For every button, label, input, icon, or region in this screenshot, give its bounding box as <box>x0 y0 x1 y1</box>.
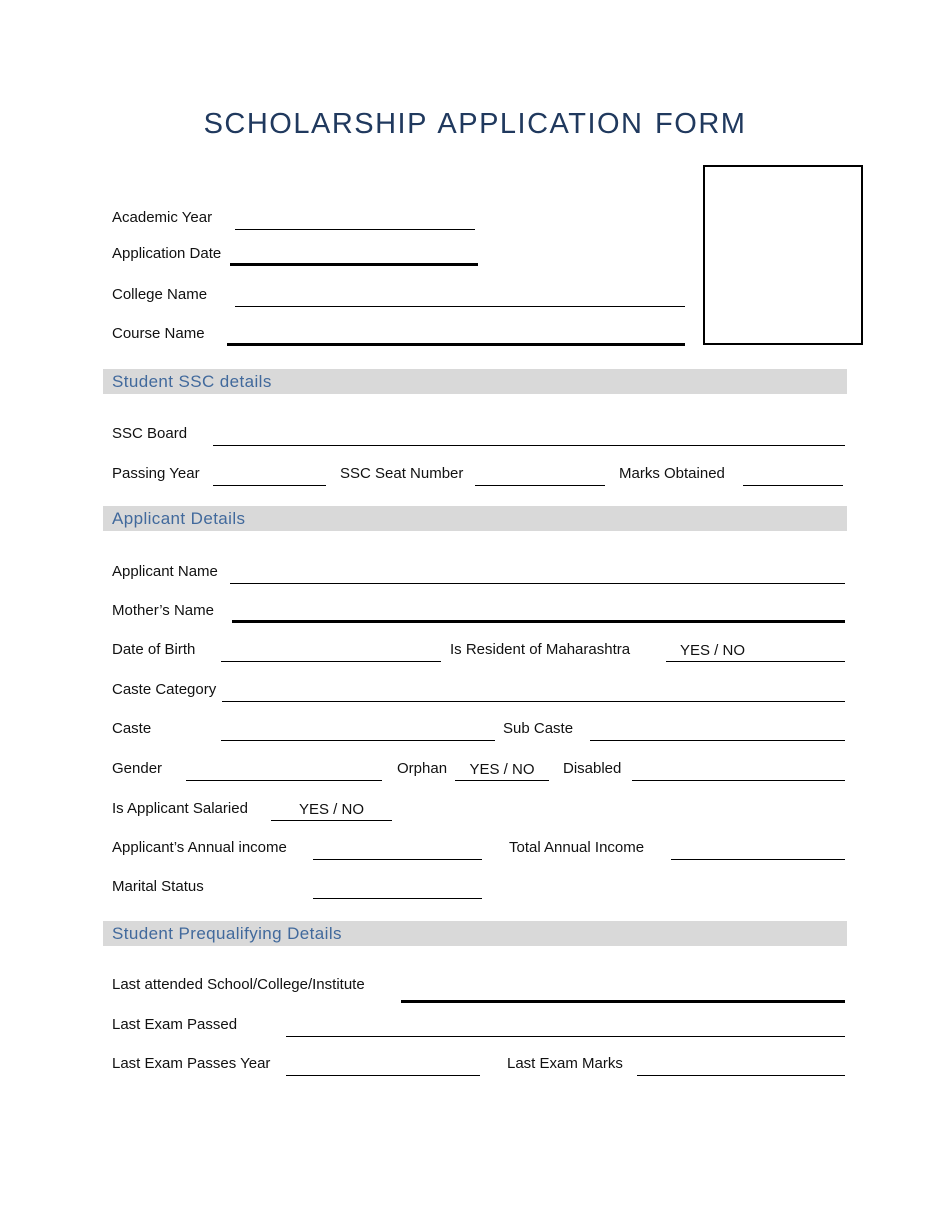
caste-row <box>103 715 847 741</box>
salaried-yes-no-option[interactable]: YES / NO <box>298 801 365 818</box>
disabled-label: Disabled <box>563 760 622 777</box>
is-applicant-salaried-label: Is Applicant Salaried <box>112 800 248 817</box>
date-of-birth-input-line[interactable] <box>221 640 441 662</box>
application-date-input-line[interactable] <box>230 244 478 266</box>
applicants-annual-income-label: Applicant’s Annual income <box>112 839 287 856</box>
last-exam-passed-input-line[interactable] <box>286 1015 845 1037</box>
academic-year-label: Academic Year <box>112 209 213 226</box>
date-of-birth-label: Date of Birth <box>112 641 196 658</box>
ssc-board-input-line[interactable] <box>213 424 845 446</box>
total-annual-income-input-line[interactable] <box>671 838 845 860</box>
applicants-annual-income-input-line[interactable] <box>313 838 482 860</box>
resident-yes-no-input-line[interactable] <box>666 640 845 662</box>
applicant-name-label: Applicant Name <box>112 563 218 580</box>
course-name-label: Course Name <box>112 325 205 342</box>
sub-caste-input-line[interactable] <box>590 719 845 741</box>
is-applicant-salaried-row <box>103 795 847 821</box>
gender-row <box>103 755 847 781</box>
college-name-input-line[interactable] <box>235 285 685 307</box>
caste-input-line[interactable] <box>221 719 495 741</box>
salaried-yes-no-input-line[interactable] <box>271 799 392 821</box>
last-attended-input-line[interactable] <box>401 981 845 1003</box>
application-date-row <box>103 240 847 266</box>
caste-category-row <box>103 676 847 702</box>
total-annual-income-label: Total Annual Income <box>509 839 645 856</box>
marital-status-label: Marital Status <box>112 878 204 895</box>
section-bar-prequalifying <box>103 921 847 946</box>
resident-of-maharashtra-label: Is Resident of Maharashtra <box>450 641 631 658</box>
section-title-ssc: Student SSC details <box>112 372 272 391</box>
ssc-board-row <box>103 420 847 446</box>
last-attended-row <box>103 975 847 1003</box>
marks-obtained-input-line[interactable] <box>743 464 843 486</box>
course-name-row <box>103 320 847 346</box>
academic-year-row <box>103 204 847 230</box>
last-exam-passes-year-label: Last Exam Passes Year <box>112 1055 271 1072</box>
ssc-seat-number-input-line[interactable] <box>475 464 605 486</box>
application-date-label: Application Date <box>112 245 222 262</box>
marital-status-row <box>103 873 847 899</box>
resident-yes-no-option[interactable]: YES / NO <box>680 642 746 659</box>
disabled-input-line[interactable] <box>632 759 845 781</box>
marital-status-input-line[interactable] <box>313 877 482 899</box>
college-name-row <box>103 281 847 307</box>
last-exam-passes-year-row <box>103 1050 847 1076</box>
page-title: SCHOLARSHIP APPLICATION FORM <box>203 108 747 140</box>
last-attended-label: Last attended School/College/Institute <box>112 976 365 993</box>
course-name-input-line[interactable] <box>227 324 685 346</box>
academic-year-input-line[interactable] <box>235 208 475 230</box>
last-exam-passed-row <box>103 1011 847 1037</box>
caste-category-label: Caste Category <box>112 681 217 698</box>
orphan-yes-no-input-line[interactable] <box>455 759 549 781</box>
gender-label: Gender <box>112 760 163 777</box>
applicant-name-row <box>103 558 847 584</box>
passing-year-input-line[interactable] <box>213 464 326 486</box>
mothers-name-label: Mother’s Name <box>112 602 214 619</box>
orphan-yes-no-option[interactable]: YES / NO <box>469 761 535 778</box>
section-bar-ssc <box>103 369 847 394</box>
ssc-seat-number-label: SSC Seat Number <box>340 465 464 482</box>
caste-category-input-line[interactable] <box>222 680 845 702</box>
date-of-birth-row <box>103 636 847 662</box>
passing-year-label: Passing Year <box>112 465 200 482</box>
annual-income-row <box>103 834 847 860</box>
section-bar-applicant <box>103 506 847 531</box>
applicant-name-input-line[interactable] <box>230 562 845 584</box>
caste-label: Caste <box>112 720 152 737</box>
sub-caste-label: Sub Caste <box>503 720 574 737</box>
orphan-label: Orphan <box>397 760 448 777</box>
last-exam-passed-label: Last Exam Passed <box>112 1016 238 1033</box>
last-exam-marks-input-line[interactable] <box>637 1054 845 1076</box>
last-exam-passes-year-input-line[interactable] <box>286 1054 480 1076</box>
ssc-board-label: SSC Board <box>112 425 188 442</box>
last-exam-marks-label: Last Exam Marks <box>507 1055 623 1072</box>
passing-year-row <box>103 460 847 486</box>
marks-obtained-label: Marks Obtained <box>619 465 725 482</box>
section-title-prequalifying: Student Prequalifying Details <box>112 924 342 943</box>
section-title-applicant: Applicant Details <box>112 509 246 528</box>
mothers-name-row <box>103 597 847 623</box>
mothers-name-input-line[interactable] <box>232 601 845 623</box>
college-name-label: College Name <box>112 286 208 303</box>
gender-input-line[interactable] <box>186 759 382 781</box>
